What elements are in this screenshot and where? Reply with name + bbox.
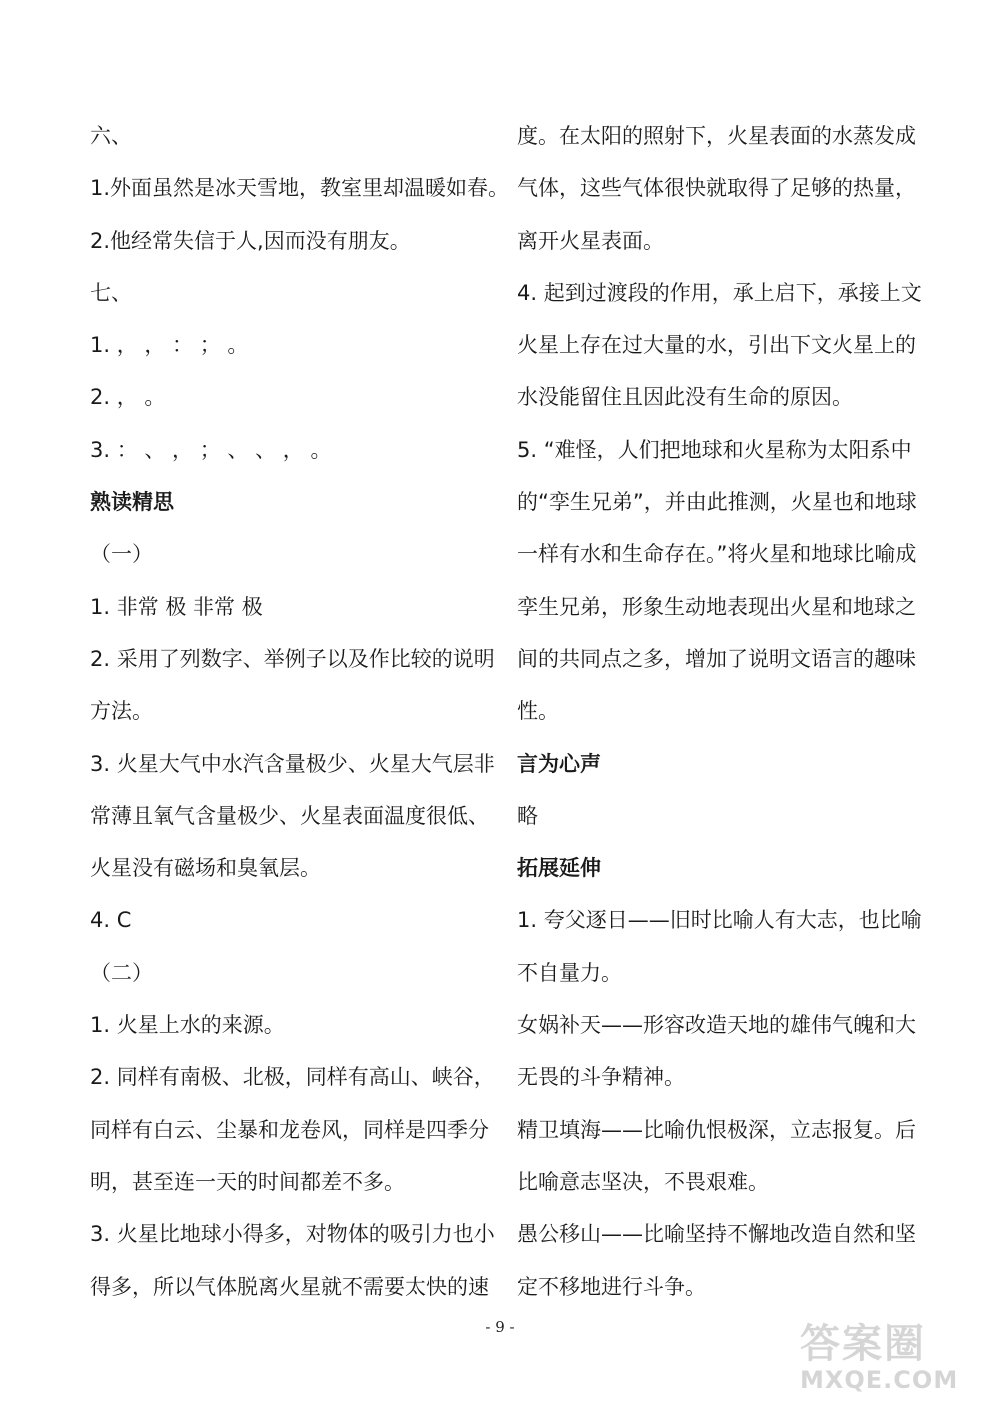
text-line: 3. 火星大气中水汽含量极少、火星大气层非 (90, 751, 495, 776)
text-line: 3. ： 、 ， ； 、 、 ， 。 (90, 437, 332, 462)
text-line: 2.他经常失信于人,因而没有朋友。 (90, 228, 411, 253)
text-line: 愚公移山——比喻坚持不懈地改造自然和坚 (517, 1222, 916, 1247)
page-number: - 9 - (485, 1318, 515, 1336)
text-line: （二） (90, 960, 153, 985)
text-line: 4. 起到过渡段的作用，承上启下，承接上文 (517, 280, 922, 305)
text-line: 间的共同点之多，增加了说明文语言的趣味 (517, 646, 916, 671)
text-line: 孪生兄弟，形象生动地表现出火星和地球之 (517, 594, 916, 619)
watermark-cn-text: 答案圈 (800, 1321, 926, 1367)
text-line: 比喻意志坚决，不畏艰难。 (517, 1169, 769, 1194)
text-line: 1.外面虽然是冰天雪地，教室里却温暖如春。 (90, 176, 510, 201)
text-line: 方法。 (90, 699, 153, 724)
text-line: 精卫填海——比喻仇恨极深，立志报复。后 (517, 1117, 916, 1142)
right-column (517, 110, 922, 1313)
text-line: 3. 火星比地球小得多，对物体的吸引力也小 (90, 1222, 495, 1247)
section-heading: 言为心声 (517, 751, 601, 776)
text-line: 水没能留住且因此没有生命的原因。 (517, 385, 853, 410)
text-line: 七、 (90, 280, 132, 305)
watermark-logo (800, 1312, 990, 1402)
text-line: 度。在太阳的照射下，火星表面的水蒸发成 (517, 124, 916, 148)
text-line: 火星上存在过大量的水，引出下文火星上的 (517, 333, 916, 358)
text-line: 1. 夸父逐日——旧时比喻人有大志，也比喻 (517, 908, 922, 933)
text-line: 1. 非常 极 非常 极 (90, 594, 263, 619)
text-line: 明，甚至连一天的时间都差不多。 (90, 1169, 405, 1194)
text-line: 略 (517, 803, 538, 828)
section-heading: 熟读精思 (90, 490, 174, 515)
left-column (90, 110, 510, 1313)
text-line: 5. “难怪，人们把地球和火星称为太阳系中 (517, 437, 912, 462)
text-line: 气体，这些气体很快就取得了足够的热量， (517, 176, 916, 201)
text-line: 六、 (90, 124, 132, 148)
text-line: 4. C (90, 908, 132, 933)
text-line: 性。 (517, 699, 559, 724)
section-heading: 拓展延伸 (517, 856, 601, 881)
text-line: 同样有白云、尘暴和龙卷风，同样是四季分 (90, 1117, 489, 1142)
text-line: 2. 同样有南极、北极，同样有高山、峡谷， (90, 1065, 495, 1090)
text-line: 1. ， ， ： ； 。 (90, 333, 249, 358)
watermark-url-text: MXQE.COM (800, 1366, 959, 1394)
text-line: 1. 火星上水的来源。 (90, 1013, 285, 1038)
text-line: 无畏的斗争精神。 (517, 1065, 685, 1090)
text-line: 的“孪生兄弟”，并由此推测，火星也和地球 (517, 490, 917, 515)
text-line: 2. 采用了列数字、举例子以及作比较的说明 (90, 646, 495, 671)
text-line: 火星没有磁场和臭氧层。 (90, 856, 321, 881)
text-line: （一） (90, 542, 153, 567)
text-line: 常薄且氧气含量极少、火星表面温度很低、 (90, 803, 489, 828)
text-line: 定不移地进行斗争。 (517, 1274, 706, 1299)
text-line: 一样有水和生命存在。”将火星和地球比喻成 (517, 542, 917, 567)
text-line: 不自量力。 (517, 960, 622, 985)
text-line: 2. ， 。 (90, 385, 166, 410)
text-line: 离开火星表面。 (517, 228, 664, 253)
text-line: 得多，所以气体脱离火星就不需要太快的速 (90, 1274, 489, 1299)
text-line: 女娲补天——形容改造天地的雄伟气魄和大 (517, 1013, 916, 1038)
